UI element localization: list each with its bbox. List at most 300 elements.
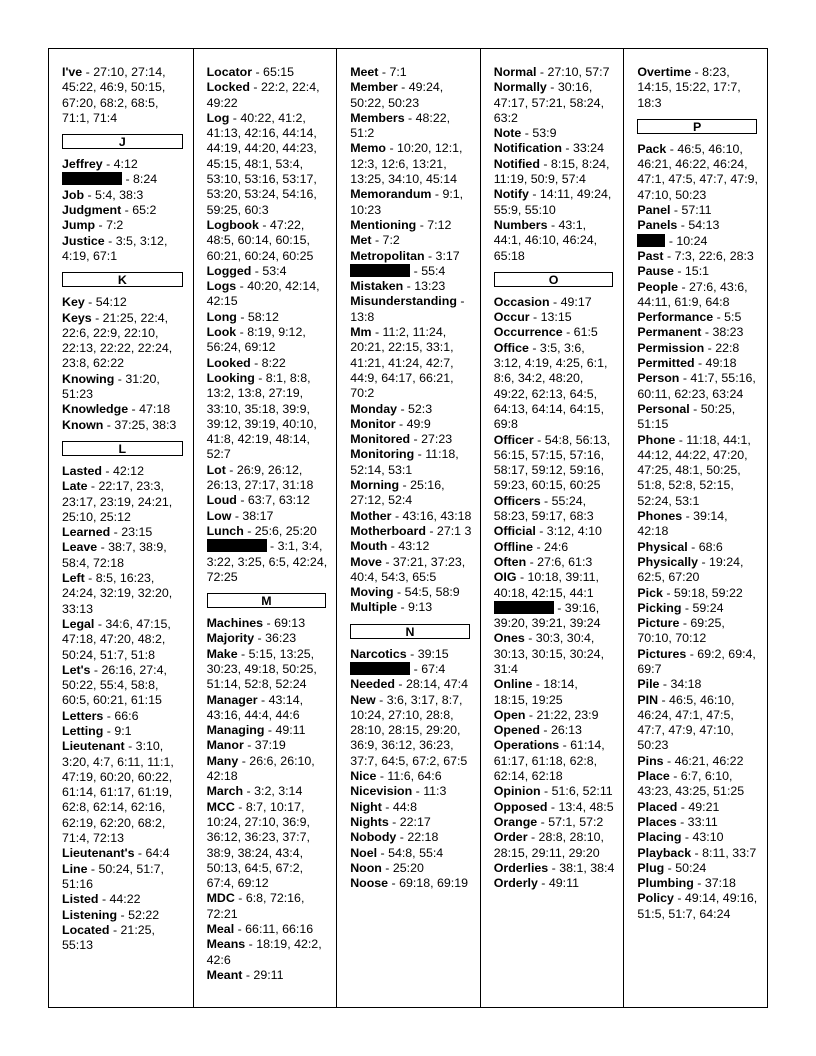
term-separator: - bbox=[665, 233, 677, 248]
page-line-refs: 22:2, 22:4, 49:22 bbox=[206, 80, 320, 110]
index-column bbox=[336, 49, 480, 1007]
index-term: Opposed bbox=[493, 799, 548, 814]
page-line-refs: 7:2 bbox=[382, 233, 400, 248]
term-separator: - bbox=[236, 279, 248, 294]
page-line-refs: 13:8 bbox=[350, 309, 375, 324]
letter-header-l: L bbox=[62, 441, 183, 456]
page-line-refs: 29:11 bbox=[253, 967, 284, 982]
term-separator: - bbox=[673, 264, 685, 279]
index-term: Notified bbox=[493, 156, 540, 171]
index-term: Monitored bbox=[350, 432, 411, 447]
term-separator: - bbox=[677, 218, 689, 233]
page-line-refs: 4:12 bbox=[113, 157, 138, 172]
index-term: New bbox=[350, 692, 376, 707]
index-entry-located bbox=[62, 923, 185, 954]
index-term: Pictures bbox=[637, 646, 687, 661]
index-term: Mentioning bbox=[350, 217, 417, 232]
page-line-refs: 21:25, 55:13 bbox=[62, 922, 155, 953]
index-entry-means bbox=[207, 937, 329, 968]
page-line-refs: 40:22, 41:2, 41:13, 42:16, 44:14, 44:19, 44:20, 44:23, 45:15, 48:1, 53:4, 53:10, 53:16, 53:17, 53:20, 53:24, 54:16, 59:25, 60:3 bbox=[206, 110, 317, 217]
index-entry-nights bbox=[350, 815, 472, 830]
term-separator: - bbox=[537, 814, 549, 829]
index-term: Metropolitan bbox=[350, 248, 425, 263]
page-line-refs: 5:5 bbox=[724, 310, 742, 325]
index-entry-pack bbox=[637, 142, 759, 203]
index-term: Meal bbox=[206, 922, 235, 937]
index-entry-opinion bbox=[494, 784, 616, 799]
term-separator: - bbox=[410, 661, 422, 676]
page-line-refs: 9:1, 10:23 bbox=[350, 187, 464, 217]
index-term: Monday bbox=[350, 401, 397, 416]
index-entry-noose bbox=[350, 876, 472, 891]
term-separator: - bbox=[456, 294, 465, 309]
index-entry-redacted bbox=[350, 662, 472, 677]
index-entry-monitor bbox=[350, 417, 472, 432]
page-line-refs: 8:23, 14:15, 15:22, 17:7, 18:3 bbox=[637, 65, 741, 110]
page-line-refs: 22:17 bbox=[399, 814, 431, 829]
index-entry-nicevision bbox=[350, 784, 472, 799]
index-entry-nobody bbox=[350, 830, 472, 845]
letter-header-o: O bbox=[494, 272, 614, 287]
index-term: Pile bbox=[637, 677, 660, 692]
index-entry-places bbox=[637, 815, 759, 830]
page-line-refs: 10:18, 39:11, 40:18, 42:15, 44:1 bbox=[493, 570, 599, 600]
term-separator: - bbox=[525, 707, 537, 722]
index-term: Line bbox=[62, 861, 88, 876]
term-separator: - bbox=[234, 891, 246, 906]
index-term: Monitoring bbox=[350, 447, 415, 462]
page-line-refs: 26:13 bbox=[550, 723, 582, 738]
index-term: Motherboard bbox=[350, 523, 426, 538]
index-term: Mouth bbox=[350, 539, 388, 554]
term-separator: - bbox=[103, 723, 115, 738]
term-separator: - bbox=[237, 646, 249, 661]
page-line-refs: 53:4 bbox=[262, 263, 287, 278]
index-entry-night bbox=[350, 800, 472, 815]
page-line-refs: 57:11 bbox=[681, 203, 712, 218]
redaction-bar bbox=[207, 539, 267, 552]
index-term: Pause bbox=[637, 264, 674, 279]
index-entry-overtime bbox=[637, 65, 759, 111]
index-entry-performance bbox=[637, 310, 759, 325]
index-term: Phones bbox=[637, 509, 683, 524]
term-separator: - bbox=[396, 830, 408, 845]
page-line-refs: 47:18 bbox=[139, 402, 171, 417]
index-term: Lot bbox=[206, 462, 226, 477]
index-entry-meet bbox=[350, 65, 472, 80]
page-line-refs: 61:14, 61:17, 61:18, 62:8, 62:14, 62:18 bbox=[493, 738, 605, 784]
term-separator: - bbox=[225, 462, 237, 477]
term-separator: - bbox=[381, 860, 393, 875]
index-term: Nobody bbox=[350, 830, 397, 845]
page-line-refs: 39:15 bbox=[417, 646, 449, 661]
index-term: Phone bbox=[637, 432, 676, 447]
index-entry-meant bbox=[207, 968, 329, 983]
index-term: Morning bbox=[350, 478, 400, 493]
term-separator: - bbox=[539, 723, 551, 738]
term-separator: - bbox=[694, 356, 706, 371]
index-term: Moving bbox=[350, 585, 394, 600]
term-separator: - bbox=[664, 860, 676, 875]
page-line-refs: 57:1, 57:2 bbox=[548, 814, 604, 829]
index-term: Place bbox=[637, 769, 670, 784]
page-line-refs: 28:8, 28:10, 28:15, 29:11, 29:20 bbox=[493, 830, 604, 860]
index-term: Key bbox=[62, 295, 85, 310]
page-line-refs: 61:5 bbox=[573, 325, 598, 340]
index-entry-looking bbox=[207, 371, 329, 463]
term-separator: - bbox=[526, 554, 538, 569]
term-separator: - bbox=[249, 80, 261, 95]
index-term: Letters bbox=[62, 708, 104, 723]
index-entry-looked bbox=[207, 356, 329, 371]
term-separator: - bbox=[94, 616, 106, 631]
term-separator: - bbox=[539, 156, 551, 171]
page-line-refs: 8:1, 8:8, 13:2, 13:8, 27:19, 33:10, 35:18, 39:9, 39:12, 39:19, 40:10, 41:8, 42:19, 48:14, 52:7 bbox=[206, 370, 317, 462]
index-term: Narcotics bbox=[350, 646, 407, 661]
index-term: Means bbox=[206, 937, 246, 952]
page-line-refs: 3:1, 3:4, 3:22, 3:25, 6:5, 42:24, 72:25 bbox=[206, 539, 328, 584]
index-term: Officer bbox=[493, 432, 534, 447]
index-term: Opinion bbox=[493, 784, 541, 799]
letter-header-p: P bbox=[637, 119, 757, 134]
page-line-refs: 69:13 bbox=[274, 616, 306, 631]
page-line-refs: 27:10, 27:14, 45:22, 46:9, 50:15, 67:20, 68:2, 68:5, 71:1, 71:4 bbox=[62, 65, 166, 125]
index-term: Managing bbox=[206, 723, 265, 738]
index-term: Permitted bbox=[637, 356, 695, 371]
index-term: Lunch bbox=[206, 523, 244, 538]
index-term: Locked bbox=[206, 80, 250, 95]
term-separator: - bbox=[257, 692, 269, 707]
index-entry-noel bbox=[350, 846, 472, 861]
page-line-refs: 11:2, 11:24, 20:21, 22:15, 33:1, 41:21, 41:24, 42:7, 44:9, 64:17, 66:21, 70:2 bbox=[350, 325, 454, 401]
page-line-refs: 37:19 bbox=[254, 738, 286, 753]
page-line-refs: 27:10, 57:7 bbox=[547, 65, 610, 79]
index-entry-legal bbox=[62, 617, 185, 663]
letter-header-m: M bbox=[207, 593, 327, 608]
page-line-refs: 34:6, 47:15, 47:18, 47:20, 48:2, 50:24, 51:7, 51:8 bbox=[62, 616, 171, 662]
index-term: Places bbox=[637, 814, 677, 829]
index-entry-manor bbox=[207, 738, 329, 753]
page-line-refs: 23:15 bbox=[121, 525, 153, 540]
index-term: Nights bbox=[350, 814, 389, 829]
page-line-refs: 54:8, 56:13, 56:15, 57:15, 57:16, 58:17, 59:12, 59:16, 59:23, 60:15, 60:25 bbox=[493, 432, 611, 493]
index-term: Meant bbox=[206, 967, 243, 982]
page-line-refs: 3:6, 3:17, 8:7, 10:24, 27:10, 28:8, 28:10, 28:15, 29:20, 36:9, 36:12, 36:23, 37:7, 64:5, 67:2, 67:5 bbox=[350, 692, 468, 768]
index-entry-lieutenant-s bbox=[62, 846, 185, 861]
index-term: Logs bbox=[206, 279, 237, 294]
letter-header-n: N bbox=[350, 624, 470, 639]
page-line-refs: 46:5, 46:10, 46:24, 47:1, 47:5, 47:7, 47:9, 47:10, 50:23 bbox=[637, 692, 735, 753]
term-separator: - bbox=[394, 677, 406, 692]
index-entry-left bbox=[62, 571, 185, 617]
page-line-refs: 55:4 bbox=[421, 263, 446, 278]
index-term: People bbox=[637, 279, 679, 294]
index-term: Job bbox=[62, 187, 85, 202]
index-term: Look bbox=[206, 325, 237, 340]
page-line-refs: 33:24 bbox=[572, 141, 604, 156]
page-line-refs: 59:18, 59:22 bbox=[673, 585, 743, 600]
index-term: Looked bbox=[206, 355, 251, 370]
page-line-refs: 5:4, 38:3 bbox=[95, 187, 144, 202]
redaction-bar bbox=[494, 601, 554, 614]
term-separator: - bbox=[537, 876, 549, 891]
redaction-bar bbox=[350, 662, 410, 675]
index-term: Often bbox=[493, 554, 527, 569]
term-separator: - bbox=[416, 217, 428, 232]
page-line-refs: 44:8 bbox=[392, 799, 417, 814]
index-term: Late bbox=[62, 479, 88, 494]
term-separator: - bbox=[679, 371, 691, 386]
index-term: Past bbox=[637, 248, 664, 263]
page-line-refs: 69:18, 69:19 bbox=[399, 876, 468, 891]
page-line-refs: 50:24, 51:7, 51:16 bbox=[62, 861, 164, 891]
index-term: Opened bbox=[493, 723, 540, 738]
term-separator: - bbox=[659, 677, 671, 692]
index-entry-orderlies bbox=[494, 861, 616, 876]
index-term: Notification bbox=[493, 141, 562, 156]
index-entry-jump bbox=[62, 218, 185, 233]
term-separator: - bbox=[516, 570, 528, 585]
index-entry-new bbox=[350, 693, 472, 769]
index-term: Online bbox=[493, 677, 533, 692]
term-separator: - bbox=[395, 416, 407, 431]
page-line-refs: 30:16, 47:17, 57:21, 58:24, 63:2 bbox=[493, 80, 605, 125]
term-separator: - bbox=[124, 739, 136, 754]
index-entry-physical bbox=[637, 540, 759, 555]
page-line-refs: 30:3, 30:4, 30:13, 30:15, 30:24, 31:4 bbox=[493, 631, 605, 676]
index-term: Lieutenant's bbox=[62, 846, 135, 861]
page-line-refs: 27:6, 61:3 bbox=[537, 554, 593, 569]
term-separator: - bbox=[266, 539, 278, 554]
page-line-refs: 50:25, 51:15 bbox=[637, 401, 736, 432]
index-term: Operations bbox=[493, 738, 560, 753]
index-term: I've bbox=[62, 65, 83, 79]
term-separator: - bbox=[254, 631, 266, 646]
page-line-refs: 46:21, 46:22 bbox=[674, 753, 744, 768]
term-separator: - bbox=[252, 65, 264, 79]
index-term: Logbook bbox=[206, 217, 259, 232]
index-entry-manager bbox=[207, 693, 329, 724]
term-separator: - bbox=[666, 141, 678, 156]
term-separator: - bbox=[670, 203, 682, 218]
page-line-refs: 49:17 bbox=[560, 294, 592, 309]
term-separator: - bbox=[134, 846, 146, 861]
term-separator: - bbox=[263, 616, 275, 631]
index-term: Placing bbox=[637, 830, 682, 845]
term-separator: - bbox=[676, 814, 688, 829]
index-term: Learned bbox=[62, 525, 111, 540]
page-line-refs: 27:1 3 bbox=[436, 523, 472, 538]
page-line-refs: 21:22, 23:9 bbox=[536, 707, 599, 722]
page-line-refs: 40:20, 42:14, 42:15 bbox=[206, 279, 320, 309]
index-term: Physical bbox=[637, 539, 688, 554]
index-term: Mm bbox=[350, 325, 372, 340]
term-separator: - bbox=[82, 65, 94, 79]
page-line-refs: 46:5, 46:10, 46:21, 46:22, 46:24, 47:1, 47:5, 47:7, 47:9, 47:10, 50:23 bbox=[637, 141, 758, 202]
term-separator: - bbox=[693, 876, 705, 891]
page-line-refs: 58:12 bbox=[247, 309, 279, 324]
index-term: Monitor bbox=[350, 416, 396, 431]
page-line-refs: 3:10, 3:20, 4:7, 6:11, 11:1, 47:19, 60:20, 60:22, 61:14, 61:17, 61:19, 62:8, 62:14, 62:16, 62:19, 62:20, 68:2, 71:4, 72:13 bbox=[62, 739, 174, 846]
term-separator: - bbox=[677, 799, 689, 814]
index-entry-majority bbox=[207, 631, 329, 646]
index-term: Performance bbox=[637, 310, 714, 325]
index-entry-playback bbox=[637, 846, 759, 861]
index-entry-letting bbox=[62, 724, 185, 739]
page-line-refs: 41:7, 55:16, 60:11, 62:23, 63:24 bbox=[637, 371, 756, 401]
index-entry-occur bbox=[494, 310, 616, 325]
index-term: Notify bbox=[493, 187, 529, 202]
index-column bbox=[480, 49, 624, 1007]
index-entry-make bbox=[207, 647, 329, 693]
term-separator: - bbox=[536, 65, 548, 79]
index-entry-nice bbox=[350, 769, 472, 784]
index-entry-redacted bbox=[207, 539, 329, 585]
index-entry-personal bbox=[637, 402, 759, 433]
page-line-refs: 7:1 bbox=[389, 65, 407, 79]
index-entry-redacted bbox=[350, 264, 472, 279]
term-separator: - bbox=[110, 525, 122, 540]
redaction-bar bbox=[62, 172, 122, 185]
index-term: Logged bbox=[206, 263, 252, 278]
index-entry-known bbox=[62, 418, 185, 433]
term-separator: - bbox=[242, 967, 254, 982]
term-separator: - bbox=[251, 263, 263, 278]
index-entry-ones bbox=[494, 631, 616, 677]
page-line-refs: 3:17 bbox=[435, 248, 460, 263]
letter-header-j: J bbox=[62, 134, 183, 149]
index-term: OIG bbox=[493, 570, 517, 585]
index-entry-placed bbox=[637, 800, 759, 815]
index-entry-pictures bbox=[637, 647, 759, 678]
index-entry-noon bbox=[350, 861, 472, 876]
index-entry-key bbox=[62, 295, 185, 310]
term-separator: - bbox=[101, 463, 113, 478]
term-separator: - bbox=[414, 447, 426, 462]
term-separator: - bbox=[397, 80, 409, 95]
page-line-refs: 18:19, 42:2, 42:6 bbox=[206, 937, 322, 967]
term-separator: - bbox=[381, 554, 393, 569]
index-entry-look bbox=[207, 325, 329, 356]
index-term: PIN bbox=[637, 692, 659, 707]
page-line-refs: 50:24 bbox=[675, 860, 707, 875]
index-term: Permanent bbox=[637, 325, 702, 340]
term-separator: - bbox=[410, 263, 422, 278]
index-term: Needed bbox=[350, 677, 395, 692]
index-term: Leave bbox=[62, 540, 98, 555]
index-term: Knowledge bbox=[62, 402, 129, 417]
index-term: Letting bbox=[62, 723, 104, 738]
term-separator: - bbox=[397, 600, 409, 615]
page-line-refs: 49:9 bbox=[406, 416, 431, 431]
page-line-refs: 37:25, 38:3 bbox=[114, 417, 177, 432]
page-line-refs: 53:9 bbox=[532, 126, 557, 141]
index-entry-lunch bbox=[207, 524, 329, 539]
page-line-refs: 13:15 bbox=[540, 310, 572, 325]
index-term: Mother bbox=[350, 508, 392, 523]
term-separator: - bbox=[229, 110, 241, 125]
page-line-refs: 43:10 bbox=[692, 830, 724, 845]
page-line-refs: 34:18 bbox=[670, 677, 702, 692]
page-line-refs: 28:14, 47:4 bbox=[405, 677, 468, 692]
index-entry-judgment bbox=[62, 203, 185, 218]
page-line-refs: 54:8, 55:4 bbox=[388, 845, 444, 860]
term-separator: - bbox=[675, 432, 687, 447]
term-separator: - bbox=[104, 233, 116, 248]
page-line-refs: 38:7, 38:9, 58:4, 72:18 bbox=[62, 540, 167, 570]
index-entry-knowledge bbox=[62, 402, 185, 417]
index-term: Orange bbox=[493, 814, 538, 829]
index-entry-officers bbox=[494, 494, 616, 525]
index-entry-note bbox=[494, 126, 616, 141]
index-entry-justice bbox=[62, 234, 185, 265]
index-entry-pin bbox=[637, 693, 759, 754]
term-separator: - bbox=[388, 814, 400, 829]
index-entry-member bbox=[350, 80, 472, 111]
term-separator: - bbox=[234, 922, 246, 937]
index-entry-monitored bbox=[350, 432, 472, 447]
index-term: Met bbox=[350, 233, 372, 248]
index-entry-mm bbox=[350, 325, 472, 401]
page-line-refs: 8:7, 10:17, 10:24, 27:10, 36:9, 36:12, 36:23, 37:7, 38:9, 38:24, 43:4, 50:13, 64:5, 67:2, 67:4, 69:12 bbox=[206, 799, 310, 891]
index-entry-permanent bbox=[637, 325, 759, 340]
term-separator: - bbox=[231, 508, 243, 523]
term-separator: - bbox=[704, 340, 716, 355]
page-line-refs: 6:8, 72:16, 72:21 bbox=[206, 891, 305, 921]
index-entry-long bbox=[207, 310, 329, 325]
page-line-refs: 3:5, 3:12, 4:19, 67:1 bbox=[62, 233, 168, 263]
term-separator: - bbox=[117, 907, 129, 922]
page-line-refs: 3:12, 4:10 bbox=[546, 524, 602, 539]
page-line-refs: 26:6, 26:10, 42:18 bbox=[206, 753, 315, 784]
page-line-refs: 49:18 bbox=[705, 356, 737, 371]
index-entry-picking bbox=[637, 601, 759, 616]
page-line-refs: 7:12 bbox=[427, 217, 452, 232]
term-separator: - bbox=[533, 432, 545, 447]
term-separator: - bbox=[98, 892, 110, 907]
term-separator: - bbox=[84, 295, 96, 310]
term-separator: - bbox=[387, 539, 399, 554]
term-separator: - bbox=[548, 860, 560, 875]
term-separator: - bbox=[95, 218, 107, 233]
page-line-refs: 43:16, 43:18 bbox=[402, 508, 472, 523]
page-line-refs: 67:4 bbox=[421, 661, 446, 676]
index-entry-picture bbox=[637, 616, 759, 647]
term-separator: - bbox=[561, 141, 573, 156]
index-term: Many bbox=[206, 753, 239, 768]
term-separator: - bbox=[234, 799, 246, 814]
index-term: Office bbox=[493, 340, 529, 355]
index-term: Multiple bbox=[350, 600, 397, 615]
index-entry-pins bbox=[637, 754, 759, 769]
page-line-refs: 33:11 bbox=[687, 814, 718, 829]
index-entry-mother bbox=[350, 509, 472, 524]
term-separator: - bbox=[424, 248, 436, 263]
page-line-refs: 37:18 bbox=[704, 876, 736, 891]
term-separator: - bbox=[549, 294, 561, 309]
index-term: Pins bbox=[637, 753, 664, 768]
index-term: Normal bbox=[493, 65, 537, 79]
page-line-refs: 8:24 bbox=[133, 172, 158, 187]
index-entry-log bbox=[207, 111, 329, 218]
term-separator: - bbox=[243, 523, 255, 538]
index-entry-mistaken bbox=[350, 279, 472, 294]
term-separator: - bbox=[682, 509, 694, 524]
index-entry-physically bbox=[637, 555, 759, 586]
index-term: Picking bbox=[637, 600, 682, 615]
index-entry-jeffrey bbox=[62, 157, 185, 172]
page-line-refs: 66:11, 66:16 bbox=[245, 922, 314, 937]
